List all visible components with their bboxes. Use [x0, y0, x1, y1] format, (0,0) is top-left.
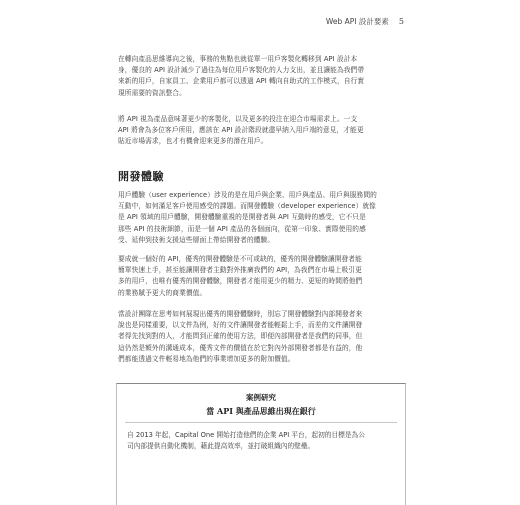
text-line: 貼近市場需求，也才有機會迎來更多的潛在用戶。 — [118, 137, 268, 146]
paragraph-api-as-product — [118, 114, 404, 148]
text-line: 簡單快速上手，甚至能讓開發者主動對外推廣我們的 API，為我們在市場上吸引更 — [118, 266, 362, 275]
text-line: 說也是同樣重要，以文件為例，好的文件讓開發者能輕鬆上手，而差的文件讓開發 — [118, 321, 363, 330]
text-line: API 將會為多位客戶所用，應該在 API 設計階段就盡早納入用戶端的意見，才能更 — [118, 126, 364, 135]
case-study-label: 案例研究 — [246, 393, 276, 402]
text-line: 那些 API 的技術細節，而是一個 API 產品的各個面向，從第一印象、實際使用的感 — [118, 224, 366, 233]
text-line: 是 API 領域的用戶體驗，開發體驗重視的是開發者與 API 互動時的感受，它不只是 — [118, 213, 366, 222]
page-number: 5 — [398, 17, 404, 26]
text-line: 這仍然是額外的溝通成本，優秀文件的價值在於它對內外部開發者都是有益的，他 — [118, 343, 363, 352]
text-line: 受、延伸到技術支援這些層面上帶給開發者的體驗。 — [118, 235, 275, 244]
text-line: 們都能透過文件輕易地為他們的事業增加更多的附加價值。 — [118, 354, 295, 363]
paragraph-user-experience — [118, 190, 404, 246]
text-line: 在轉向產品思維導向之後，事務的焦點也就從單一用戶客製化轉移到 API 設計本 — [118, 55, 358, 63]
paragraph-good-dx — [118, 254, 404, 299]
text-line: 自 2013 年起，Capital One 開始打造他們的企業 API 平台，起初的目標是為公 — [127, 431, 365, 439]
paragraph-internal-developers — [118, 309, 404, 365]
paragraph-product-thinking — [118, 54, 404, 99]
case-study-divider — [125, 422, 397, 423]
text-line: 要成就一個好的 API，優秀的開發體驗是不可或缺的，優秀的開發體驗讓開發者能 — [118, 255, 362, 263]
case-study-title: 當 API 與產品思維出現在銀行 — [206, 406, 316, 416]
text-line: 的業務賦予更大的商業價值。 — [118, 288, 207, 297]
section-heading: 開發體驗 — [118, 170, 164, 183]
text-line: 身，優良的 API 設計減少了過往為每位用戶客製化的人力支出，並且讓能為我們帶 — [118, 66, 365, 75]
text-line: 司內部提供自動化機制，藉此提高效率，並打破組織內的壁壘。 — [127, 442, 315, 451]
case-study-box — [116, 383, 406, 505]
text-line: 當設計團隊在思考如何展現出優秀的開發體驗時，別忘了開發體驗對內部開發者來 — [118, 310, 363, 318]
text-line: 互動中，如何滿足客戶使用感受的課題。而開發體驗（developer experience）就像 — [118, 202, 376, 211]
text-line: 現所需要的資訊整合。 — [118, 88, 186, 97]
case-study-body — [127, 430, 395, 452]
running-title: Web API 設計要素 — [325, 17, 389, 26]
running-header — [118, 16, 404, 28]
text-line: 用戶體驗（user experience）涉及的是在用戶與企業、用戶與產品、用戶與服務間的 — [118, 191, 377, 199]
text-line: 來新的用戶，自家員工、企業用戶都可以透過 API 轉向自助式的工作模式，自行實 — [118, 77, 365, 86]
text-line: 將 API 視為產品意味著更少的客製化，以及更多的投注在迎合市場需求上。一支 — [118, 115, 358, 123]
text-line: 多的用戶，也唯有優秀的開發體驗，開發者才能用更少的精力、更短的時間將他們 — [118, 277, 363, 286]
text-line: 者得先找到對的人，才能問到正確的使用方法，即便內部開發者是我們的同事，但 — [118, 332, 363, 341]
